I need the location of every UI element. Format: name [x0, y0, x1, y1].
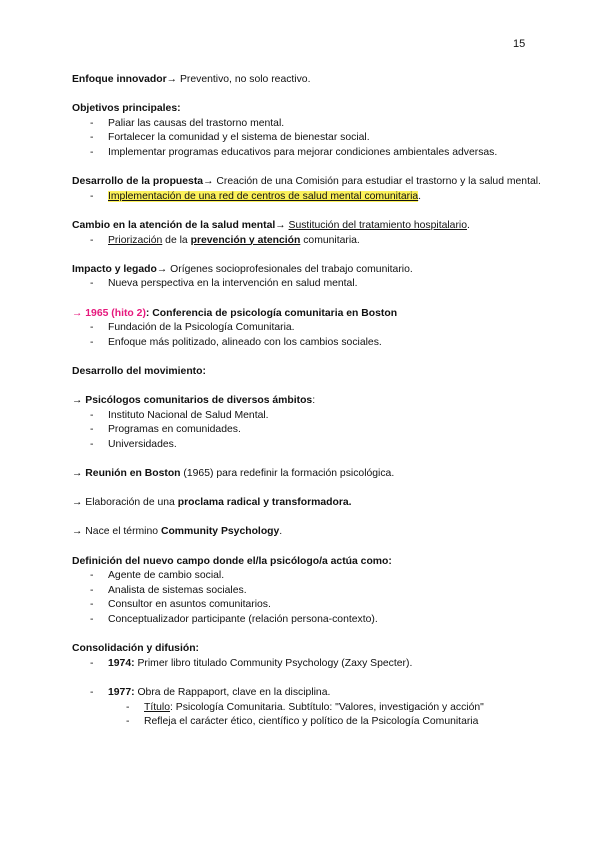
section-psicologos — [72, 394, 542, 452]
text: comunitaria. — [300, 234, 360, 246]
year-1977: 1977: — [108, 686, 135, 698]
section-cambio — [72, 219, 542, 248]
section-reunion — [72, 467, 542, 482]
impacto-label: Impacto y legado — [72, 263, 157, 275]
section-impacto — [72, 263, 542, 292]
punctuation: . — [467, 219, 470, 231]
consolidacion-title: Consolidación y difusión: — [72, 643, 199, 655]
list-item: - Implementar programas educativos para mejorar condiciones ambientales adversas. — [72, 146, 542, 161]
list-item: - Fortalecer la comunidad y el sistema de bienestar social. — [72, 131, 542, 146]
enfoque-label: Enfoque innovador — [72, 74, 167, 85]
list-item — [72, 234, 542, 249]
list-item: - Instituto Nacional de Salud Mental. — [72, 409, 542, 424]
text: de la — [162, 234, 191, 246]
section-definicion — [72, 555, 542, 628]
priorizacion-text: Priorización — [108, 234, 163, 246]
proclama-text: Elaboración de una — [85, 497, 178, 509]
list-item — [72, 686, 542, 701]
list-item: - Agente de cambio social. — [72, 569, 542, 584]
list-item: - Programas en comunidades. — [72, 423, 542, 438]
prevencion-text: prevención y atención — [190, 234, 301, 246]
arrow: → — [203, 176, 214, 188]
cambio-underlined: Sustitución del tratamiento hospitalario — [288, 219, 468, 231]
proclama-label: proclama radical y transformadora. — [177, 497, 352, 509]
list-item: - Analista de sistemas sociales. — [72, 584, 542, 599]
year-1974: 1974: — [108, 657, 135, 669]
punctuation: . — [418, 190, 422, 202]
list-item: - Universidades. — [72, 438, 542, 453]
reunion-text: (1965) para redefinir la formación psicológica. — [180, 468, 395, 480]
definicion-title: Definición del nuevo campo donde el/la psicólogo/a actúa como: — [72, 555, 392, 567]
page-number: 15 — [513, 38, 526, 50]
arrow: → — [166, 74, 178, 85]
movimiento-title: Desarrollo del movimiento: — [72, 365, 206, 377]
list-item: - Conceptualizador participante (relación persona-contexto). — [72, 613, 542, 628]
termino-label: Community Psychology — [160, 526, 280, 538]
arrow: → — [72, 526, 86, 538]
arrow: → — [156, 263, 168, 275]
section-termino — [72, 525, 542, 540]
section-proclama — [72, 496, 542, 511]
list-item: - Nueva perspectiva en la intervención en salud mental. — [72, 277, 542, 292]
termino-text: Nace el término — [85, 526, 161, 538]
section-hito — [72, 307, 542, 351]
section-enfoque — [72, 73, 542, 88]
document-body — [72, 73, 542, 730]
list-item — [72, 190, 542, 205]
cambio-label: Cambio en la atención de la salud mental — [72, 219, 276, 231]
impacto-text: Orígenes socioprofesionales del trabajo comunitario. — [167, 263, 413, 275]
titulo-label: Título — [144, 701, 170, 713]
enfoque-text: Preventivo, no solo reactivo. — [177, 74, 311, 85]
arrow: → — [72, 395, 86, 407]
list-item: - Enfoque más politizado, alineado con los cambios sociales. — [72, 336, 542, 351]
list-item: - Paliar las causas del trastorno mental. — [72, 117, 542, 132]
section-desarrollo-propuesta — [72, 175, 542, 204]
highlighted-text: Implementación de una red de centros de salud mental comunitaria — [108, 190, 419, 202]
arrow: → — [275, 219, 286, 231]
propuesta-label: Desarrollo de la propuesta — [72, 176, 204, 188]
text: Obra de Rappaport, clave en la disciplina. — [134, 686, 331, 698]
list-item: - Consultor en asuntos comunitarios. — [72, 598, 542, 613]
sub-list-item: - Refleja el carácter ético, científico y político de la Psicología Comunitaria — [72, 715, 542, 730]
hito-label: : Conferencia de psicología comunitaria en Boston — [145, 307, 398, 319]
list-item — [72, 657, 542, 672]
arrow: → — [72, 497, 86, 509]
text: Primer libro titulado Community Psychology (Zaxy Specter). — [134, 657, 413, 669]
section-movimiento — [72, 365, 542, 380]
list-item: - Fundación de la Psicología Comunitaria. — [72, 321, 542, 336]
punctuation: . — [279, 526, 283, 538]
propuesta-text: Creación de una Comisión para estudiar el trastorno y la salud mental. — [213, 176, 541, 188]
arrow: → — [72, 468, 86, 480]
reunion-label: Reunión en Boston — [85, 468, 181, 480]
section-consolidacion — [72, 642, 542, 730]
section-objetivos — [72, 102, 542, 160]
sub-list-item — [72, 701, 542, 716]
text: : Psicología Comunitaria. Subtítulo: "Valores, investigación y acción" — [170, 701, 484, 713]
hito-marker: → 1965 (hito 2) — [72, 307, 146, 319]
objetivos-title: Objetivos principales: — [72, 103, 181, 115]
psicologos-label: Psicólogos comunitarios de diversos ámbitos — [85, 395, 313, 407]
punctuation: : — [312, 395, 316, 407]
